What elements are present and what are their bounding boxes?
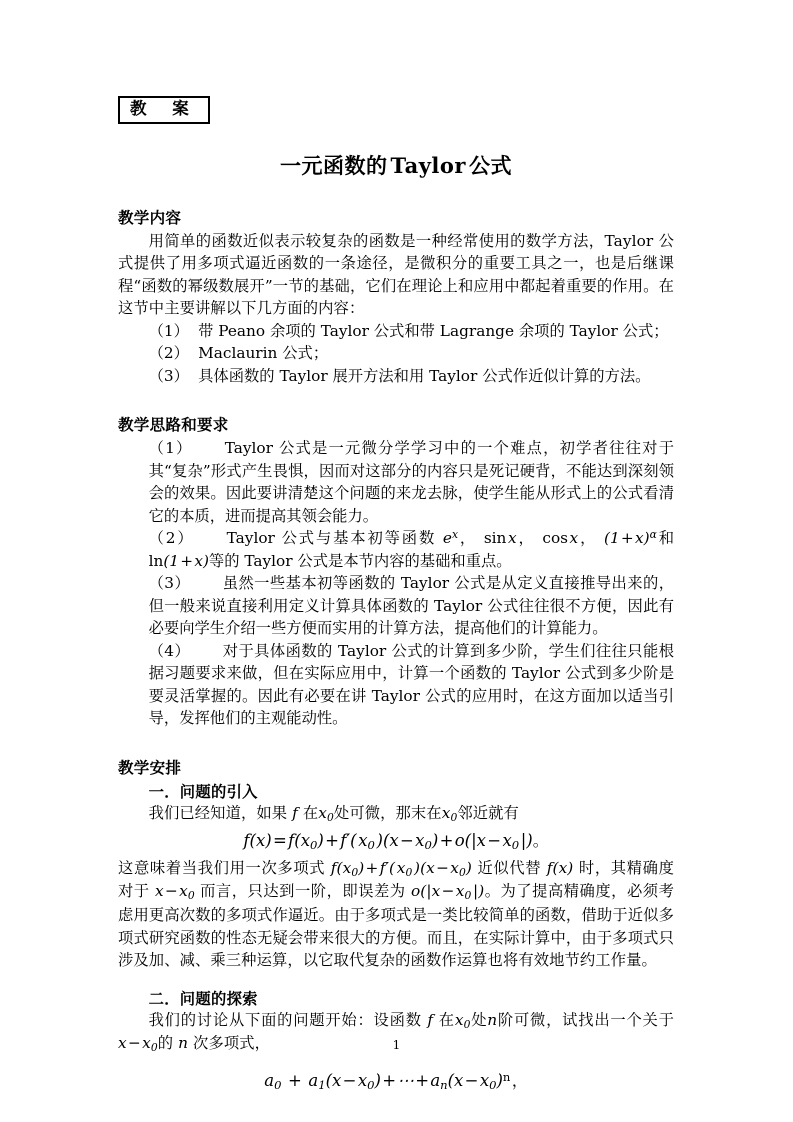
- display-formula-taylor-first-order: $f(x)=f(x_0)+f'$( $x_0$ )$(x-x_0)+o(|x-x_0$ |)。: [243, 831, 549, 853]
- content-list-item-2: [118, 342, 674, 364]
- text-run: 在: [302, 803, 319, 822]
- subsection-heading-two: 二．问题的探索: [148, 989, 258, 1008]
- text-run: 处: [470, 1010, 488, 1029]
- list-number: （1）: [148, 439, 193, 458]
- list-text: 具体函数的 Taylor 展开方法和用 Taylor 公式作近似计算的方法。: [198, 366, 651, 385]
- section-heading-arrangement: 教学安排: [118, 757, 182, 777]
- title-latin: Taylor: [390, 152, 466, 178]
- section-heading-approach: 教学思路和要求: [118, 415, 229, 435]
- arrangement-sub1-paragraph-2: [118, 857, 674, 972]
- list-text: Taylor 公式是一元微分学学习中的一个难点，初学者往往对于其“复杂”形式产生畏惧，因而对这部分的内容只是死记硬背，不能达到深刻领会的效果。因此要讲清楚这个问题的来龙去脉，使学生能从形式上的公式看清它的本质，进而提高其领会能力。: [148, 439, 674, 525]
- list-number: （3）: [148, 366, 189, 385]
- math-exp-x: $e^x$: [436, 528, 458, 548]
- math-n: n: [173, 1034, 194, 1053]
- text-run: 我们的讨论从下面的问题开始：设函数: [148, 1010, 422, 1029]
- display-formula-n-degree-polynomial: $a_0$ + $a_1(x-x_0)+\cdots+a_n(x-x_0)^n$ ，: [264, 1070, 528, 1093]
- list-text: 对于具体函数的 Taylor 公式的计算到多少阶，学生们往往只能根据习题要求来做，但在实际应用中，计算一个函数的 Taylor 公式到多少阶是要灵活掌握的。因此有必要在讲 Taylor 公式的应用时，在这方面加以适当引导，发挥他们的主观能动性。: [148, 641, 675, 728]
- text-run: 次多项式，: [193, 1034, 271, 1053]
- page-title: [118, 150, 674, 180]
- approach-list-item-4: [118, 640, 674, 730]
- text-run: 这意味着当我们用一次多项式: [118, 858, 326, 877]
- math-sin-x: sin x: [483, 529, 517, 548]
- content-list-item-1: [118, 320, 674, 342]
- math-x-zero: $x_0$: [441, 803, 458, 824]
- text-run: 我们已经知道，如果: [148, 803, 288, 822]
- text-run: 在: [438, 1010, 455, 1029]
- math-x-minus-x0: $x-x_0$: [118, 1034, 158, 1055]
- math-linear-polynomial: $f(x_0)+f'$( $x_0$ )$(x-x_0)$: [325, 858, 478, 879]
- page-content: [118, 96, 674, 1097]
- math-n: n: [487, 1010, 498, 1029]
- title-cn-lead: 一元函数的: [280, 152, 388, 178]
- math-f-of-x: f(x): [541, 858, 579, 877]
- page-number: 1: [392, 1038, 401, 1052]
- math-one-plus-x-alpha: $(1+x)^\alpha$: [597, 528, 657, 548]
- approach-list-item-2: （2） Taylor 公式与基本初等函数 $e^x$， sin x， cos x， $(1+x)^\alpha$和ln(1+x)等的 Taylor 公式是本节内容的基础和重点。: [148, 528, 674, 570]
- text-run: 。为了提高精确度，必须考虑用更高次数的多项式作逼近。由于多项式是一类比较简单的函数，借助于近似多项式研究函数的性态无疑会带来很大的方便。而且，在实际计算中，由于多项式只涉及加、减、乘三种运算，以它取代复杂的函数作运算也将有效地节约工作量。: [118, 882, 674, 970]
- list-number: （4）: [148, 641, 191, 660]
- content-intro-paragraph: 用简单的函数近似表示较复杂的函数是一种经常使用的数学方法，Taylor 公式提供了用多项式逼近函数的一条途径，是微积分的重要工具之一，也是后继课程“函数的幂级数展开”一节的基础，它们在理论上和应用中都起着重要的作用。在这节中主要讲解以下几方面的内容：: [118, 231, 674, 318]
- math-little-o: $o(|x-x_0$ |): [405, 882, 485, 903]
- list-number: （2）: [148, 529, 195, 548]
- math-cos-x: cos x: [542, 529, 579, 548]
- list-number: （1）: [148, 321, 189, 340]
- math-f: f: [287, 803, 303, 822]
- approach-list-item-3: [118, 572, 674, 639]
- math-x-minus-x0: $x-x_0$: [149, 882, 195, 903]
- content-list-item-3: [118, 365, 674, 387]
- approach-list-item-1: [118, 437, 674, 527]
- math-x-zero: $x_0$: [318, 803, 334, 824]
- list-number: （3）: [148, 574, 191, 593]
- lesson-plan-stamp: 教 案: [118, 96, 210, 124]
- section-heading-content: 教学内容: [118, 207, 182, 227]
- title-cn-tail: 公式: [468, 152, 512, 178]
- text-run: 处可微，那末在: [333, 803, 442, 822]
- list-number: （2）: [148, 344, 189, 363]
- list-text: Maclaurin 公式；: [198, 344, 329, 363]
- math-ln-one-plus-x: ln(1+x): [148, 551, 209, 570]
- math-f: f: [421, 1010, 439, 1029]
- text-run: 时，其精确度对于: [118, 858, 674, 901]
- text-run: 阶可微，试找出一个关于: [497, 1010, 674, 1029]
- text-run: 邻近就有: [457, 803, 519, 822]
- text-run: 而言，只达到一阶，即误差为: [200, 882, 406, 901]
- list-text-before: Taylor 公式与基本初等函数: [226, 529, 437, 548]
- subsection-heading-one: 一．问题的引入: [148, 782, 258, 801]
- arrangement-sub1-paragraph-1: [118, 802, 674, 826]
- text-run: 的: [157, 1034, 174, 1053]
- list-text: 带 Peano 余项的 Taylor 公式和带 Lagrange 余项的 Taylor 公式；: [198, 321, 669, 340]
- text-run: 近似代替: [477, 858, 542, 877]
- list-text-after: 等的 Taylor 公式是本节内容的基础和重点。: [208, 551, 512, 570]
- list-text: 虽然一些基本初等函数的 Taylor 公式是从定义直接推导出来的，但一般来说直接利用定义计算具体函数的 Taylor 公式往往很不方便，因此有必要向学生介绍一些方便而实用的计算方法，提高他们的计算能力。: [148, 574, 675, 638]
- math-x-zero: $x_0$: [454, 1010, 471, 1031]
